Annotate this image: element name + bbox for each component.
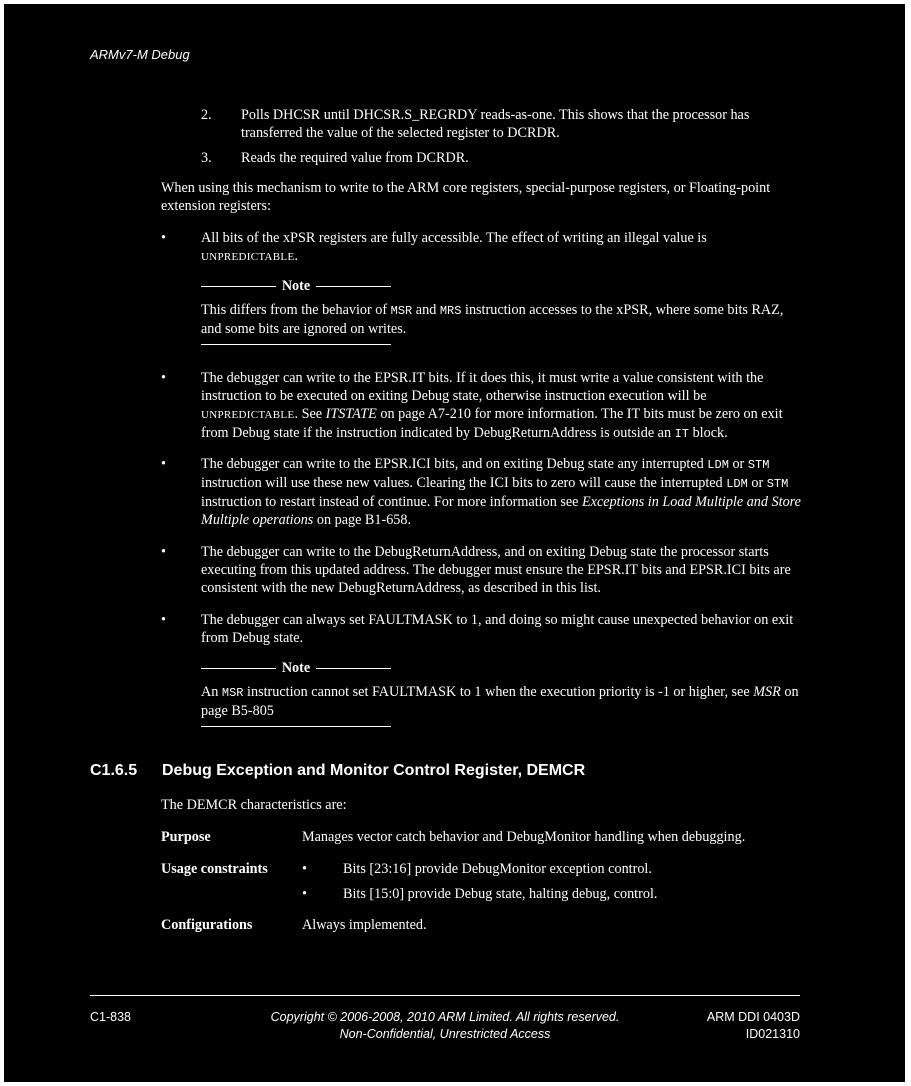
note-heading: [201, 277, 391, 295]
xref-exceptions-ldm-stm[interactable]: Exceptions in Load Multiple and Store Multiple operations: [201, 494, 801, 528]
bullet-text-faultmask: The debugger can always set FAULTMASK to 1, and doing so might cause unexpected behavior on exit from Debug state.: [201, 612, 794, 646]
footer-copyright: [244, 1009, 646, 1043]
bullet-marker: •: [302, 861, 307, 877]
bullet-marker: •: [161, 544, 166, 560]
copyright-line: Copyright © 2006-2008, 2010 ARM Limited. All rights reserved.: [270, 1010, 620, 1024]
footer-document-id: [644, 1009, 800, 1043]
note-end-rule: [201, 726, 391, 727]
usage-item: Bits [15:0] provide Debug state, halting debug, control.: [343, 886, 658, 902]
intro-paragraph: When using this mechanism to write to the ARM core registers, special-purpose registers, or Floating-point extension registers:: [161, 180, 771, 214]
demcr-intro: The DEMCR characteristics are:: [161, 797, 347, 813]
section-number: C1.6.5: [90, 762, 138, 779]
footer-page-number: C1-838: [90, 1010, 131, 1024]
step-text: Polls DHCSR until DHCSR.S_REGRDY reads-as-one. This shows that the processor has transferred the value of the selected register to DCRDR.: [241, 107, 750, 141]
step-number: 3.: [201, 150, 212, 166]
bullet-marker: •: [161, 612, 166, 628]
term-usage-constraints: Usage constraints: [161, 861, 268, 877]
document-page: [4, 4, 905, 1082]
doc-id: ARM DDI 0403D: [706, 1010, 800, 1024]
bullet-marker: •: [161, 370, 166, 386]
note-label: Note: [281, 660, 311, 676]
issue-id: ID021310: [745, 1027, 800, 1041]
note-heading: [201, 659, 391, 677]
access-line: Non-Confidential, Unrestricted Access: [339, 1027, 551, 1041]
bullet-text-debugreturnaddress: The debugger can write to the DebugReturnAddress, and on exiting Debug state the processor starts executing from this updated address. The debugger must ensure the EPSR.IT bits and EPSR.ICI bits are consistent with the new DebugReturnAddress, as described in this list.: [201, 544, 791, 596]
bullet-text-xpsr: All bits of the xPSR registers are fully accessible. The effect of writing an illegal value is UNPREDICTABLE.: [201, 230, 707, 264]
note-end-rule: [201, 344, 391, 345]
bullet-marker: •: [302, 886, 307, 902]
step-text: Reads the required value from DCRDR.: [241, 150, 469, 166]
xref-msr[interactable]: MSR: [753, 684, 781, 700]
note-text-msr-mrs: This differs from the behavior of MSR and MRS instruction accesses to the xPSR, where some bits RAZ, and some bits are ignored on writes.: [201, 302, 784, 337]
note-label: Note: [281, 278, 311, 294]
section-heading: [90, 762, 585, 780]
def-configurations: Always implemented.: [302, 917, 427, 933]
xref-itstate[interactable]: ITSTATE: [325, 406, 377, 422]
bullet-marker: •: [161, 230, 166, 246]
section-title: Debug Exception and Monitor Control Register, DEMCR: [162, 762, 586, 779]
term-purpose: Purpose: [161, 829, 211, 845]
def-purpose: Manages vector catch behavior and DebugMonitor handling when debugging.: [302, 829, 746, 845]
bullet-text-epsr-it: The debugger can write to the EPSR.IT bits. If it does this, it must write a value consistent with the instruction to be executed on exiting Debug state, otherwise instruction execution will be UNPREDICTABLE. See ITSTATE on page A7-210 for more information. The IT bits must be zero on exit from Debug state if the instruction indicated by DebugReturnAddress is outside an IT block.: [201, 370, 783, 441]
usage-item: Bits [23:16] provide DebugMonitor exception control.: [343, 861, 652, 877]
footer-rule: [90, 995, 800, 996]
bullet-marker: •: [161, 456, 166, 472]
term-configurations: Configurations: [161, 917, 253, 933]
running-header: ARMv7-M Debug: [90, 47, 190, 62]
bullet-text-epsr-ici: The debugger can write to the EPSR.ICI bits, and on exiting Debug state any interrupted LDM or STM instruction will use these new values. Clearing the ICI bits to zero will cause the interrupted LDM or STM instruction to restart instead of continue. For more information see Exceptions in Load Multiple and Store Multiple operations on page B1-658.: [201, 456, 801, 528]
note-text-faultmask: An MSR instruction cannot set FAULTMASK to 1 when the execution priority is -1 or higher, see MSR on page B5-805: [201, 684, 799, 719]
step-number: 2.: [201, 107, 212, 123]
